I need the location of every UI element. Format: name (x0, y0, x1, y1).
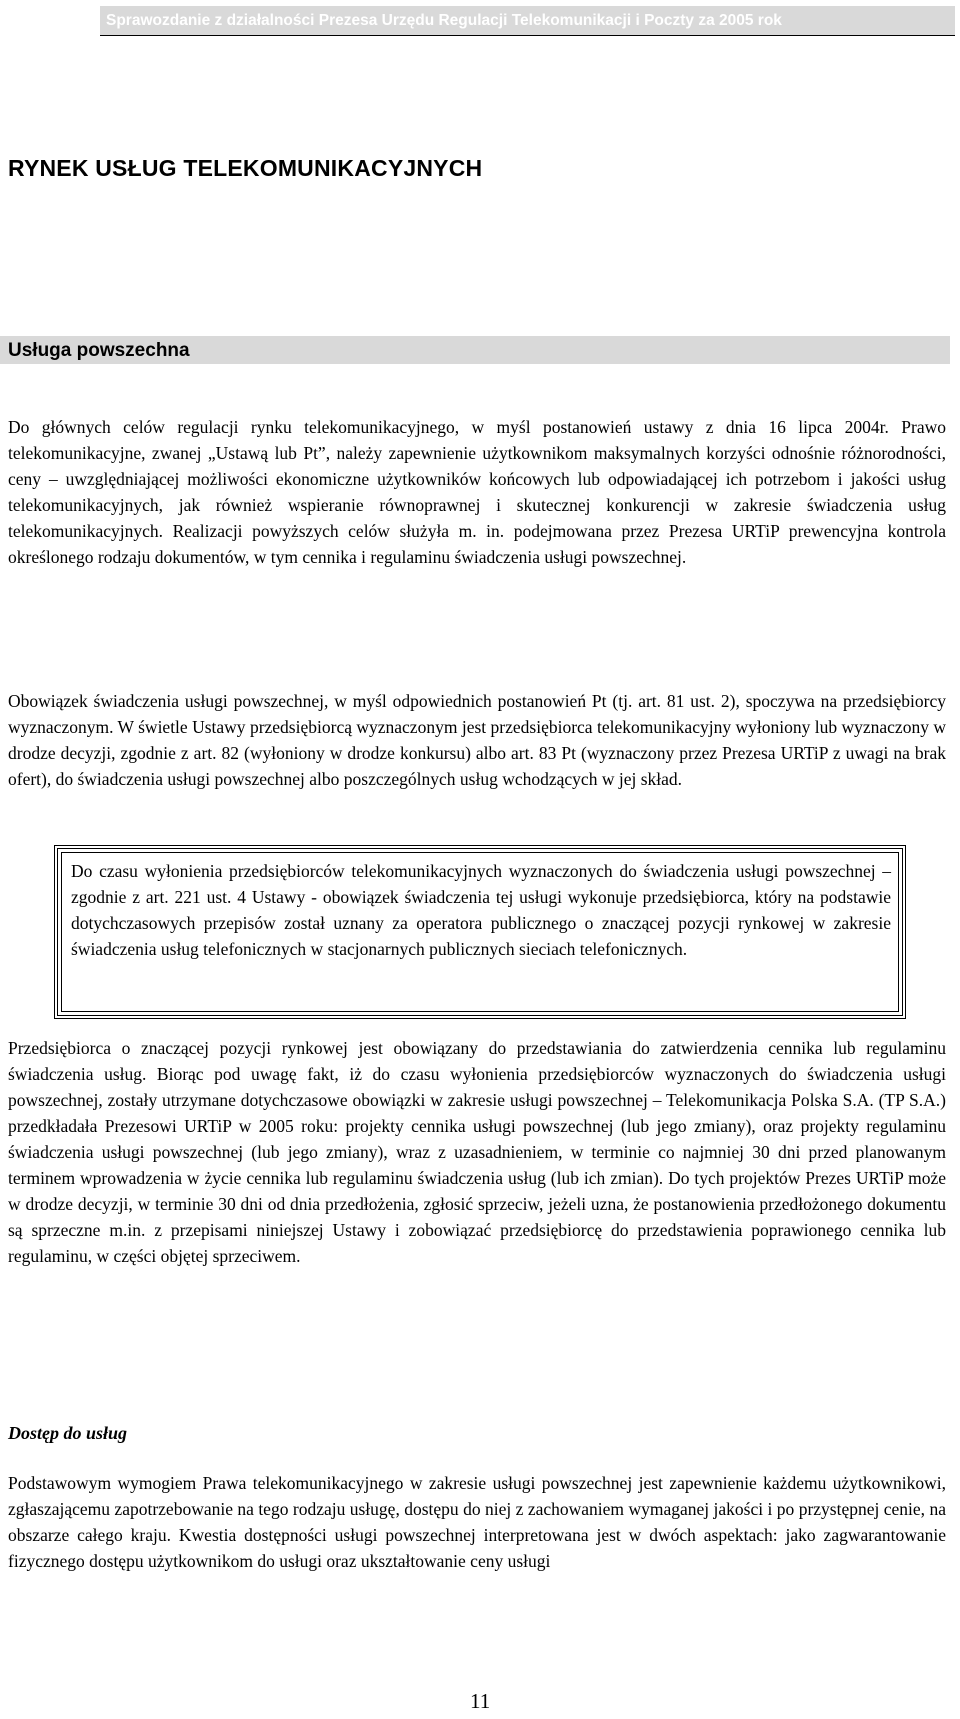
boxed-note-text: Do czasu wyłonienia przedsiębiorców telekomunikacyjnych wyznaczonych do świadczenia usługi powszechnej – zgodnie z art. 221 ust. 4 Ustawy - obowiązek świadczenia tej usługi wykonuje przedsiębiorca, który na podstawie dotychczasowych przepisów został uznany za operatora publicznego o znaczącej pozycji rynkowej w zakresie świadczenia usług telefonicznych w stacjonarnych publicznych sieciach telefonicznych. (71, 861, 891, 959)
paragraph-smp-operator: Przedsiębiorca o znaczącej pozycji rynkowej jest obowiązany do przedstawiania do zatwierdzenia cennika lub regulaminu świadczenia usług. Biorąc pod uwagę fakt, iż do czasu wyłonienia przedsiębiorców wyznaczonych do świadczenia usługi powszechnej, zostały utrzymane dotychczasowe obowiązki w zakresie usługi powszechnej – Telekomunikacja Polska S.A. (TP S.A.) przedkładała Prezesowi URTiP w 2005 roku: projekty cennika usługi powszechnej (lub jego zmiany), oraz projekty regulaminu świadczenia usługi powszechnej (lub jego zmiany), wraz z uzasadnieniem, w terminie co najmniej 30 dni przed planowanym terminem wprowadzenia w życie cennika lub regulaminu świadczenia usług (lub ich zmian). Do tych projektów Prezes URTiP może w drodze decyzji, w terminie 30 dni od dnia przedłożenia, zgłosić sprzeciw, jeżeli uzna, że postanowienia przedłożonego dokumentu są sprzeczne m.in. z przepisami niniejszej Ustawy i zobowiązać przedsiębiorcę do przedstawienia poprawionego cennika lub regulaminu, w części objętej sprzeciwem. (8, 1038, 946, 1266)
paragraph-universal-service-obligation: Obowiązek świadczenia usługi powszechnej, w myśl odpowiednich postanowień Pt (tj. art. 81 ust. 2), spoczywa na przedsiębiorcy wyznaczonym. W świetle Ustawy przedsiębiorcą wyznaczonym jest przedsiębiorca telekomunikacyjny wyłoniony lub wyznaczony w drodze decyzji, zgodnie z art. 82 (wyłoniony w drodze konkursu) albo art. 83 Pt (wyznaczony przez Prezesa URTiP z uwagi na brak ofert), do świadczenia usługi powszechnej albo poszczególnych usług wchodzących w jej skład. (8, 691, 946, 789)
paragraph-regulation-goals: Do głównych celów regulacji rynku telekomunikacyjnego, w myśl postanowień ustawy z dnia 16 lipca 2004r. Prawo telekomunikacyjne, zwanej „Ustawą lub Pt”, należy zapewnienie użytkownikom maksymalnych korzyści odnośnie różnorodności, ceny – uwzględniającej możliwości ekonomiczne użytkowników końcowych lub odpowiadającej ich potrzebom i jakości usług telekomunikacyjnych, jak również wspieranie równoprawnej i skutecznej konkurencji w zakresie świadczenia usług telekomunikacyjnych. Realizacji powyższych celów służyła m. in. podejmowana przez Prezesa URTiP prewencyjna kontrola określonego rodzaju dokumentów, w tym cennika i regulaminu świadczenia usługi powszechnej. (8, 417, 946, 567)
section-heading: Usługa powszechna (8, 340, 190, 361)
subsection-heading: Dostęp do usług (8, 1423, 128, 1443)
paragraph-access-to-services: Podstawowym wymogiem Prawa telekomunikacyjnego w zakresie usługi powszechnej jest zapewnienie każdemu użytkownikowi, zgłaszającemu zapotrzebowanie na tego rodzaju usługę, dostępu do niej z zachowaniem wymaganej jakości i po przystępnej cenie, na obszarze całego kraju. Kwestia dostępności usługi powszechnej interpretowana jest w dwóch aspektach: jako zagwarantowanie fizycznego dostępu użytkownikom do usługi oraz ukształtowanie ceny usługi (8, 1473, 946, 1571)
chapter-title: RYNEK USŁUG TELEKOMUNIKACYJNYCH (8, 155, 483, 181)
running-header: Sprawozdanie z działalności Prezesa Urzędu Regulacji Telekomunikacji i Poczty za 2005 rok (100, 6, 955, 36)
boxed-note (54, 845, 906, 1019)
page-number: 11 (470, 1689, 491, 1713)
